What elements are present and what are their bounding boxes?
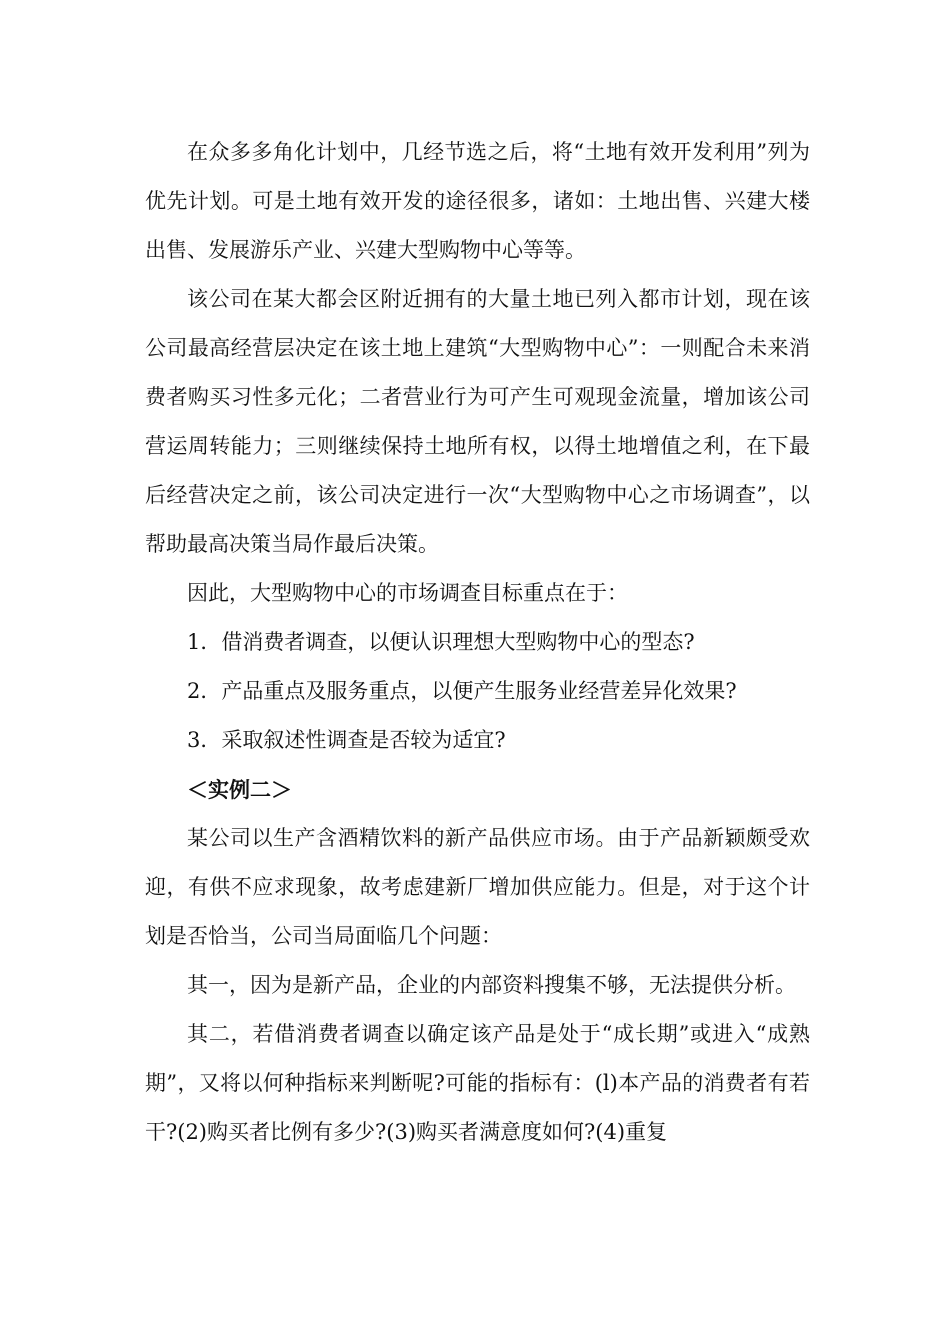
paragraph-issue-2: 其二，若借消费者调查以确定该产品是处于“成长期”或进入“成熟期”，又将以何种指标来判断呢?可能的指标有：(l)本产品的消费者有若干?(2)购买者比例有多少?(3)购买者满意度如何?(4)重复 [145,1022,810,1144]
paragraph-new-product: 某公司以生产含酒精饮料的新产品供应市场。由于产品新颖颇受欢迎，有供不应求现象，故考虑建新厂增加供应能力。但是，对于这个计划是否恰当，公司当局面临几个问题： [145,826,810,948]
paragraph-shopping-center-decision: 该公司在某大都会区附近拥有的大量土地已列入都市计划，现在该公司最高经营层决定在该土地上建筑“大型购物中心”：一则配合未来消费者购买习性多元化；二者营业行为可产生可观现金流量，增加该公司营运周转能力；三则继续保持土地所有权，以得土地增值之利，在下最后经营决定之前，该公司决定进行一次“大型购物中心之市场调查”，以帮助最高决策当局作最后决策。 [145,287,810,556]
objective-item-3: 3．采取叙述性调查是否较为适宜? [187,728,506,752]
document-page [145,128,810,1157]
paragraph-diversification-plan: 在众多多角化计划中，几经节选之后，将“土地有效开发利用”列为优先计划。可是土地有效开发的途径很多，诸如：土地出售、兴建大楼出售、发展游乐产业、兴建大型购物中心等等。 [145,140,810,262]
objective-item-2: 2．产品重点及服务重点，以便产生服务业经营差异化效果? [187,679,737,703]
objective-item-1: 1．借消费者调查，以便认识理想大型购物中心的型态? [187,630,695,654]
section-heading-example-2: ＜实例二＞ [187,777,292,802]
paragraph-issue-1: 其一，因为是新产品，企业的内部资料搜集不够，无法提供分析。 [187,973,796,997]
paragraph-research-objectives: 因此，大型购物中心的市场调查目标重点在于： [187,581,628,605]
